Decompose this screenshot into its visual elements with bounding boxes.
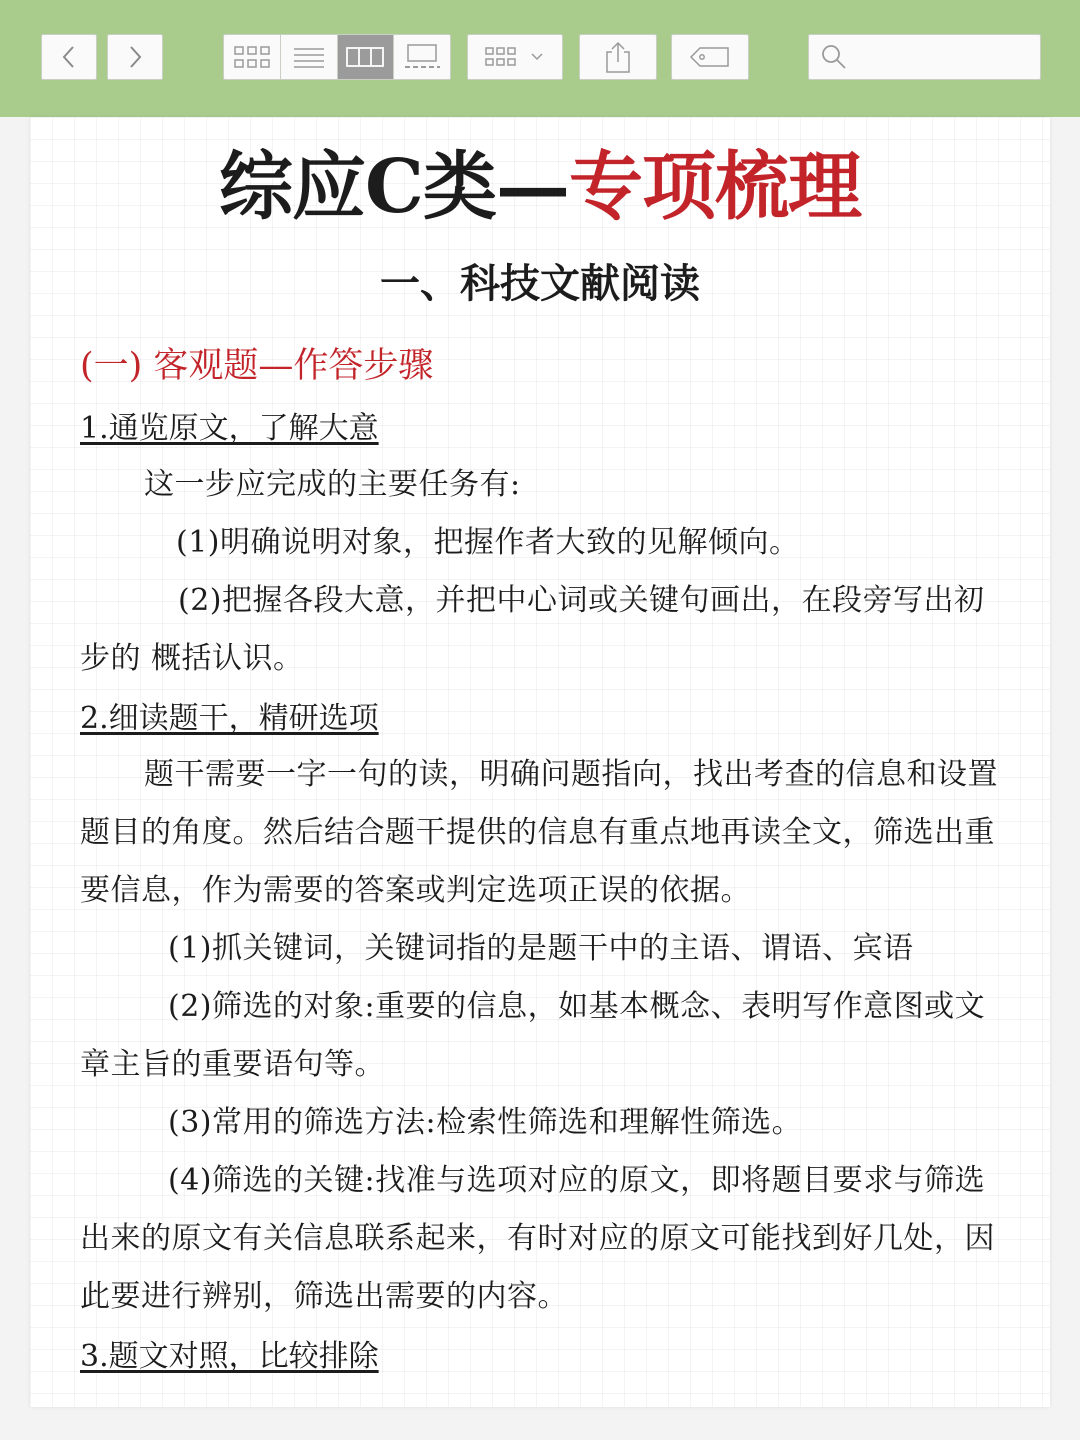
page-title	[30, 144, 1050, 230]
finder-toolbar	[0, 0, 1080, 117]
step-2-item-3: (3)常用的筛选方法:检索性筛选和理解性筛选。	[168, 1105, 803, 1140]
step-2-item-2: (2)筛选的对象:重要的信息，如基本概念、表明写作意图或文章主旨的重要语句等。	[80, 989, 986, 1082]
share-button[interactable]	[579, 34, 657, 80]
group-by-button[interactable]	[467, 34, 563, 80]
step-2-paragraph: 题干需要一字一句的读，明确问题指向，找出考查的信息和设置题目的角度。然后结合题干提供的信息有重点地再读全文，筛选出重要信息，作为需要的答案或判定选项正误的依据。	[80, 757, 998, 908]
search-icon	[819, 42, 849, 72]
subsection-heading: (一) 客观题—作答步骤	[80, 346, 434, 386]
search-field[interactable]	[808, 34, 1041, 80]
step-2-heading: 2.细读题干，精研选项	[80, 701, 379, 736]
icon-view-button[interactable]	[224, 35, 280, 79]
step-1-intro: 这一步应完成的主要任务有:	[144, 467, 521, 502]
section-title: 一、科技文献阅读	[380, 260, 700, 307]
step-1-item-2: (2)把握各段大意，并把中心词或关键句画出，在段旁写出初步的 概括认识。	[80, 583, 985, 676]
column-view-button[interactable]	[337, 35, 394, 79]
chevron-left-icon	[59, 44, 79, 70]
document-page	[30, 117, 1050, 1407]
icon-view-icon	[232, 44, 272, 70]
view-mode-segmented-control[interactable]	[223, 34, 451, 80]
step-1-heading: 1.通览原文，了解大意	[80, 411, 379, 446]
back-button[interactable]	[41, 34, 97, 80]
title-highlight: 专项梳理	[568, 144, 861, 230]
gallery-view-button[interactable]	[393, 35, 450, 79]
tag-icon	[688, 44, 732, 70]
chevron-right-icon	[125, 44, 145, 70]
gallery-view-icon	[402, 43, 442, 71]
step-3-heading: 3.题文对照，比较排除	[80, 1339, 379, 1374]
step-2-item-4: (4)筛选的关键:找准与选项对应的原文，即将题目要求与筛选出来的原文有关信息联系起来，有时对应的原文可能找到好几处，因此要进行辨别，筛选出需要的内容。	[80, 1163, 995, 1314]
forward-button[interactable]	[107, 34, 163, 80]
list-view-icon	[292, 45, 326, 69]
column-view-icon	[345, 45, 385, 69]
tag-button[interactable]	[671, 34, 749, 80]
share-icon	[603, 40, 633, 74]
step-2-item-1: (1)抓关键词，关键词指的是题干中的主语、谓语、宾语	[168, 931, 914, 966]
step-1-item-1: (1)明确说明对象，把握作者大致的见解倾向。	[176, 525, 800, 560]
title-main: 综应C类—	[219, 144, 569, 230]
group-by-icon	[480, 44, 550, 70]
list-view-button[interactable]	[280, 35, 337, 79]
